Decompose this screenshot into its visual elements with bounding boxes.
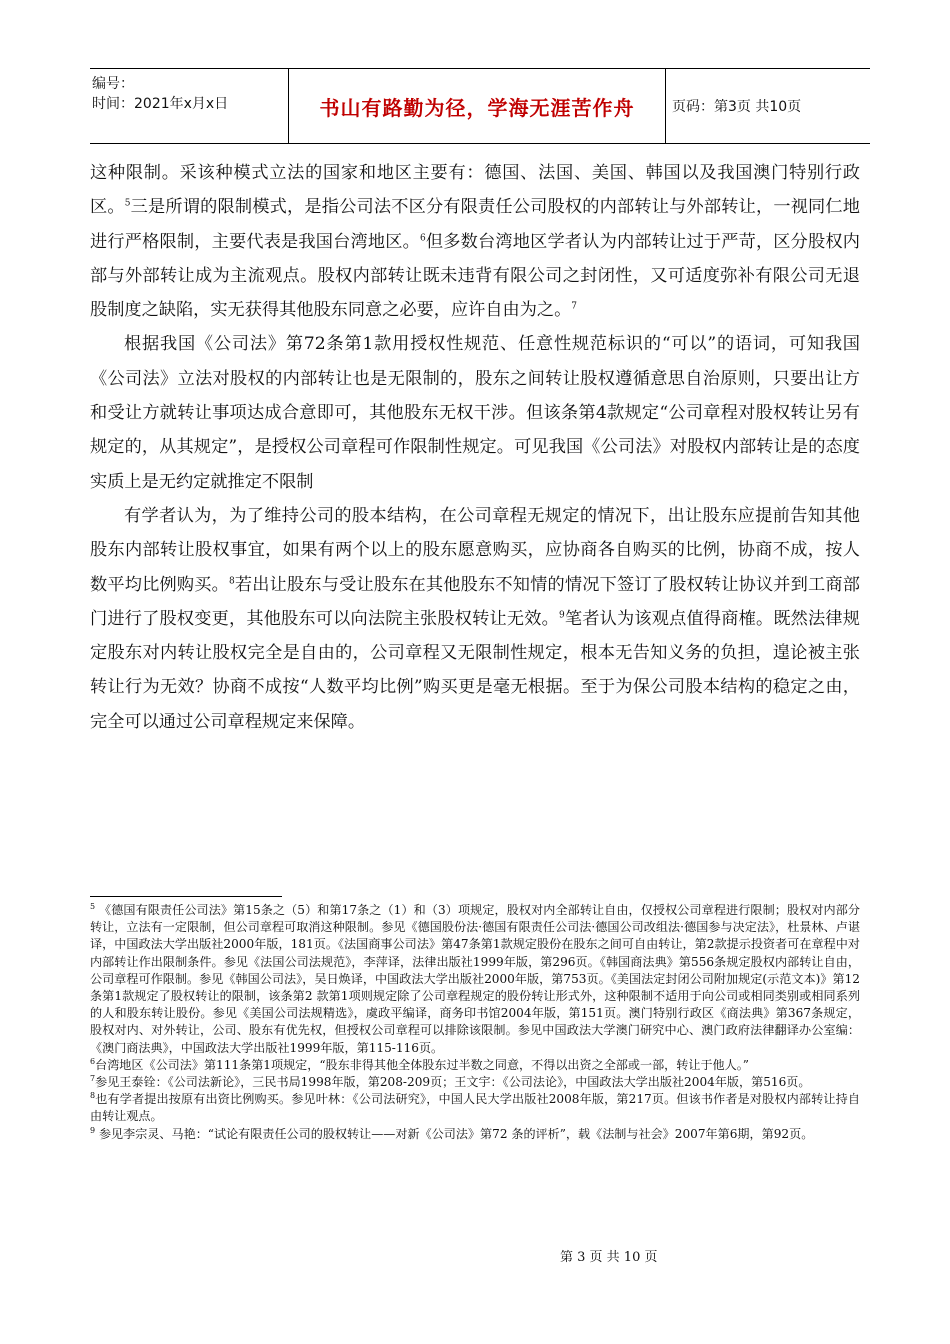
footnote [90, 902, 860, 1057]
page-number-footer: 第 3 页 共 10 页 [560, 1250, 658, 1265]
footnote [90, 1074, 860, 1091]
footnote-ref: 5 [124, 198, 131, 209]
footnote-text: 也有学者提出按原有出资比例购买。参见叶林：《公司法研究》，中国人民大学出版社2008年版，第217页。但该书作者是对股权内部转让持自由转让观点。 [90, 1092, 860, 1124]
paragraph-text: 若出让股东与受让股东在其他股东不知情的情况下签订了股权转让协议并到工商部门进行了股权变更，其他股东可以向法院主张股权转让无效。 [90, 574, 860, 629]
footnote-text: 《德国有限责任公司法》第15条之（5）和第17条之（1）和（3）项规定，股权对内全部转让自由，仅授权公司章程进行限制；股权对内部分转让，立法有一定限制，但公司章程可取消这种限制。参见《德国股份法·德国有限责任公司法·德国公司改组法·德国参与决定法》，杜景林、卢谌译，中国政法大学出版社2000年版，181页。《法国商事公司法》第47条第1款规定股份在股东之间可自由转让，第2款提示投资者可在章程中对内部转让作出限制条件。参见《法国公司法规范》，李萍译，法律出版社1999年版，第296页。《韩国商法典》第556条规定股权内部转让自由，公司章程可作限制。参见《韩国公司法》，吴日焕译，中国政法大学出版社2000年版，第753页。《美国法定封闭公司附加规定(示范文本)》第12条第1款规定了股权转让的限制，该条第2 款第1项则规定除了公司章程规定的股份转让形式外，这种限制不适用于向公司或相同类别或相同系列的人和股东转让股份。参见《美国公司法规精选》，虞政平编译，商务印书馆2004年版，第151页。澳门特别行政区《商法典》第367条规定，股权对内、对外转让，公司、股东有优先权，但授权公司章程可以排除该限制。参见中国政法大学澳门研究中心、澳门政府法律翻译办公室编：《澳门商法典》，中国政法大学出版社1999年版，第115-116页。 [90, 903, 860, 1055]
footnote [90, 1057, 860, 1074]
footnote-text: 台湾地区《公司法》第111条第1项规定，“股东非得其他全体股东过半数之同意，不得以出资之全部或一部，转让于他人。” [95, 1057, 749, 1072]
doc-number-label: 编号： [92, 76, 134, 92]
footnote-text: 参见李宗灵、马艳：“试论有限责任公司的股权转让——对新《公司法》第72 条的评析”，载《法制与社会》2007年第6期，第92页。 [98, 1126, 814, 1141]
footnote-ref: 8 [228, 575, 235, 586]
footnote-text: 参见王泰铨：《公司法新论》，三民书局1998年版，第208-209页；王文宇：《公司法论》，中国政法大学出版社2004年版，第516页。 [95, 1075, 811, 1090]
paragraph-text: 这种限制。采该种模式立法的国家和地区主要有：德国、法国、美国、韩国以及我国澳门特别行政区。 [90, 163, 860, 218]
paragraph-text: 有学者认为，为了维持公司的股本结构，在公司章程无规定的情况下，出让股东应提前告知其他股东内部转让股权事宜，如果有两个以上的股东愿意购买，应协商各自购买的比例，协商不成，按人数平均比例购买。 [90, 505, 860, 595]
paragraph [90, 499, 860, 739]
header-page-info: 页码：第3页 共10页 [672, 99, 802, 115]
footnote-number: 9 [90, 1125, 96, 1135]
paragraph [90, 156, 860, 327]
paragraph [90, 327, 860, 498]
footnote-number: 5 [90, 901, 96, 911]
header-meta-cell [90, 69, 289, 143]
doc-time-label: 时间：2021年x月x日 [92, 96, 229, 112]
footnote [90, 1126, 860, 1143]
paragraph-text: 但多数台湾地区学者认为内部转让过于严苛，区分股权内部与外部转让成为主流观点。股权内部转让既未违背有限公司之封闭性，又可适度弥补有限公司无退股制度之缺陷，实无获得其他股东同意之必要，应许自由为之。 [90, 231, 860, 321]
footnote-separator [90, 896, 282, 897]
page-header [90, 68, 870, 144]
paragraph-text: 笔者认为该观点值得商榷。既然法律规定股东对内转让股权完全是自由的，公司章程又无限制性规定，根本无告知义务的负担，遑论被主张转让行为无效？协商不成按“人数平均比例”购买更是毫无根据。至于为保公司股本结构的稳定之由，完全可以通过公司章程规定来保障。 [90, 608, 860, 732]
header-motto: 书山有路勤为径，学海无涯苦作舟 [289, 69, 666, 143]
footnote [90, 1091, 860, 1125]
footnote-number: 7 [90, 1074, 96, 1083]
document-body [90, 156, 860, 739]
footnotes [90, 902, 860, 1143]
footnote-ref: 9 [558, 610, 565, 621]
footnote-number: 8 [90, 1091, 96, 1101]
footnote-number: 6 [90, 1056, 96, 1066]
paragraph-text: 三是所谓的限制模式，是指公司法不区分有限责任公司股权的内部转让与外部转让，一视同仁地进行严格限制，主要代表是我国台湾地区。 [90, 197, 860, 252]
paragraph-text: 根据我国《公司法》第72条第1款用授权性规范、任意性规范标识的“可以”的语词，可知我国《公司法》立法对股权的内部转让也是无限制的，股东之间转让股权遵循意思自治原则，只要出让方和受让方就转让事项达成合意即可，其他股东无权干涉。但该条第4款规定“公司章程对股权转让另有规定的，从其规定”，是授权公司章程可作限制性规定。可见我国《公司法》对股权内部转让是的态度实质上是无约定就推定不限制 [90, 334, 860, 492]
footnote-ref: 7 [571, 301, 577, 312]
footnote-ref: 6 [420, 232, 426, 243]
